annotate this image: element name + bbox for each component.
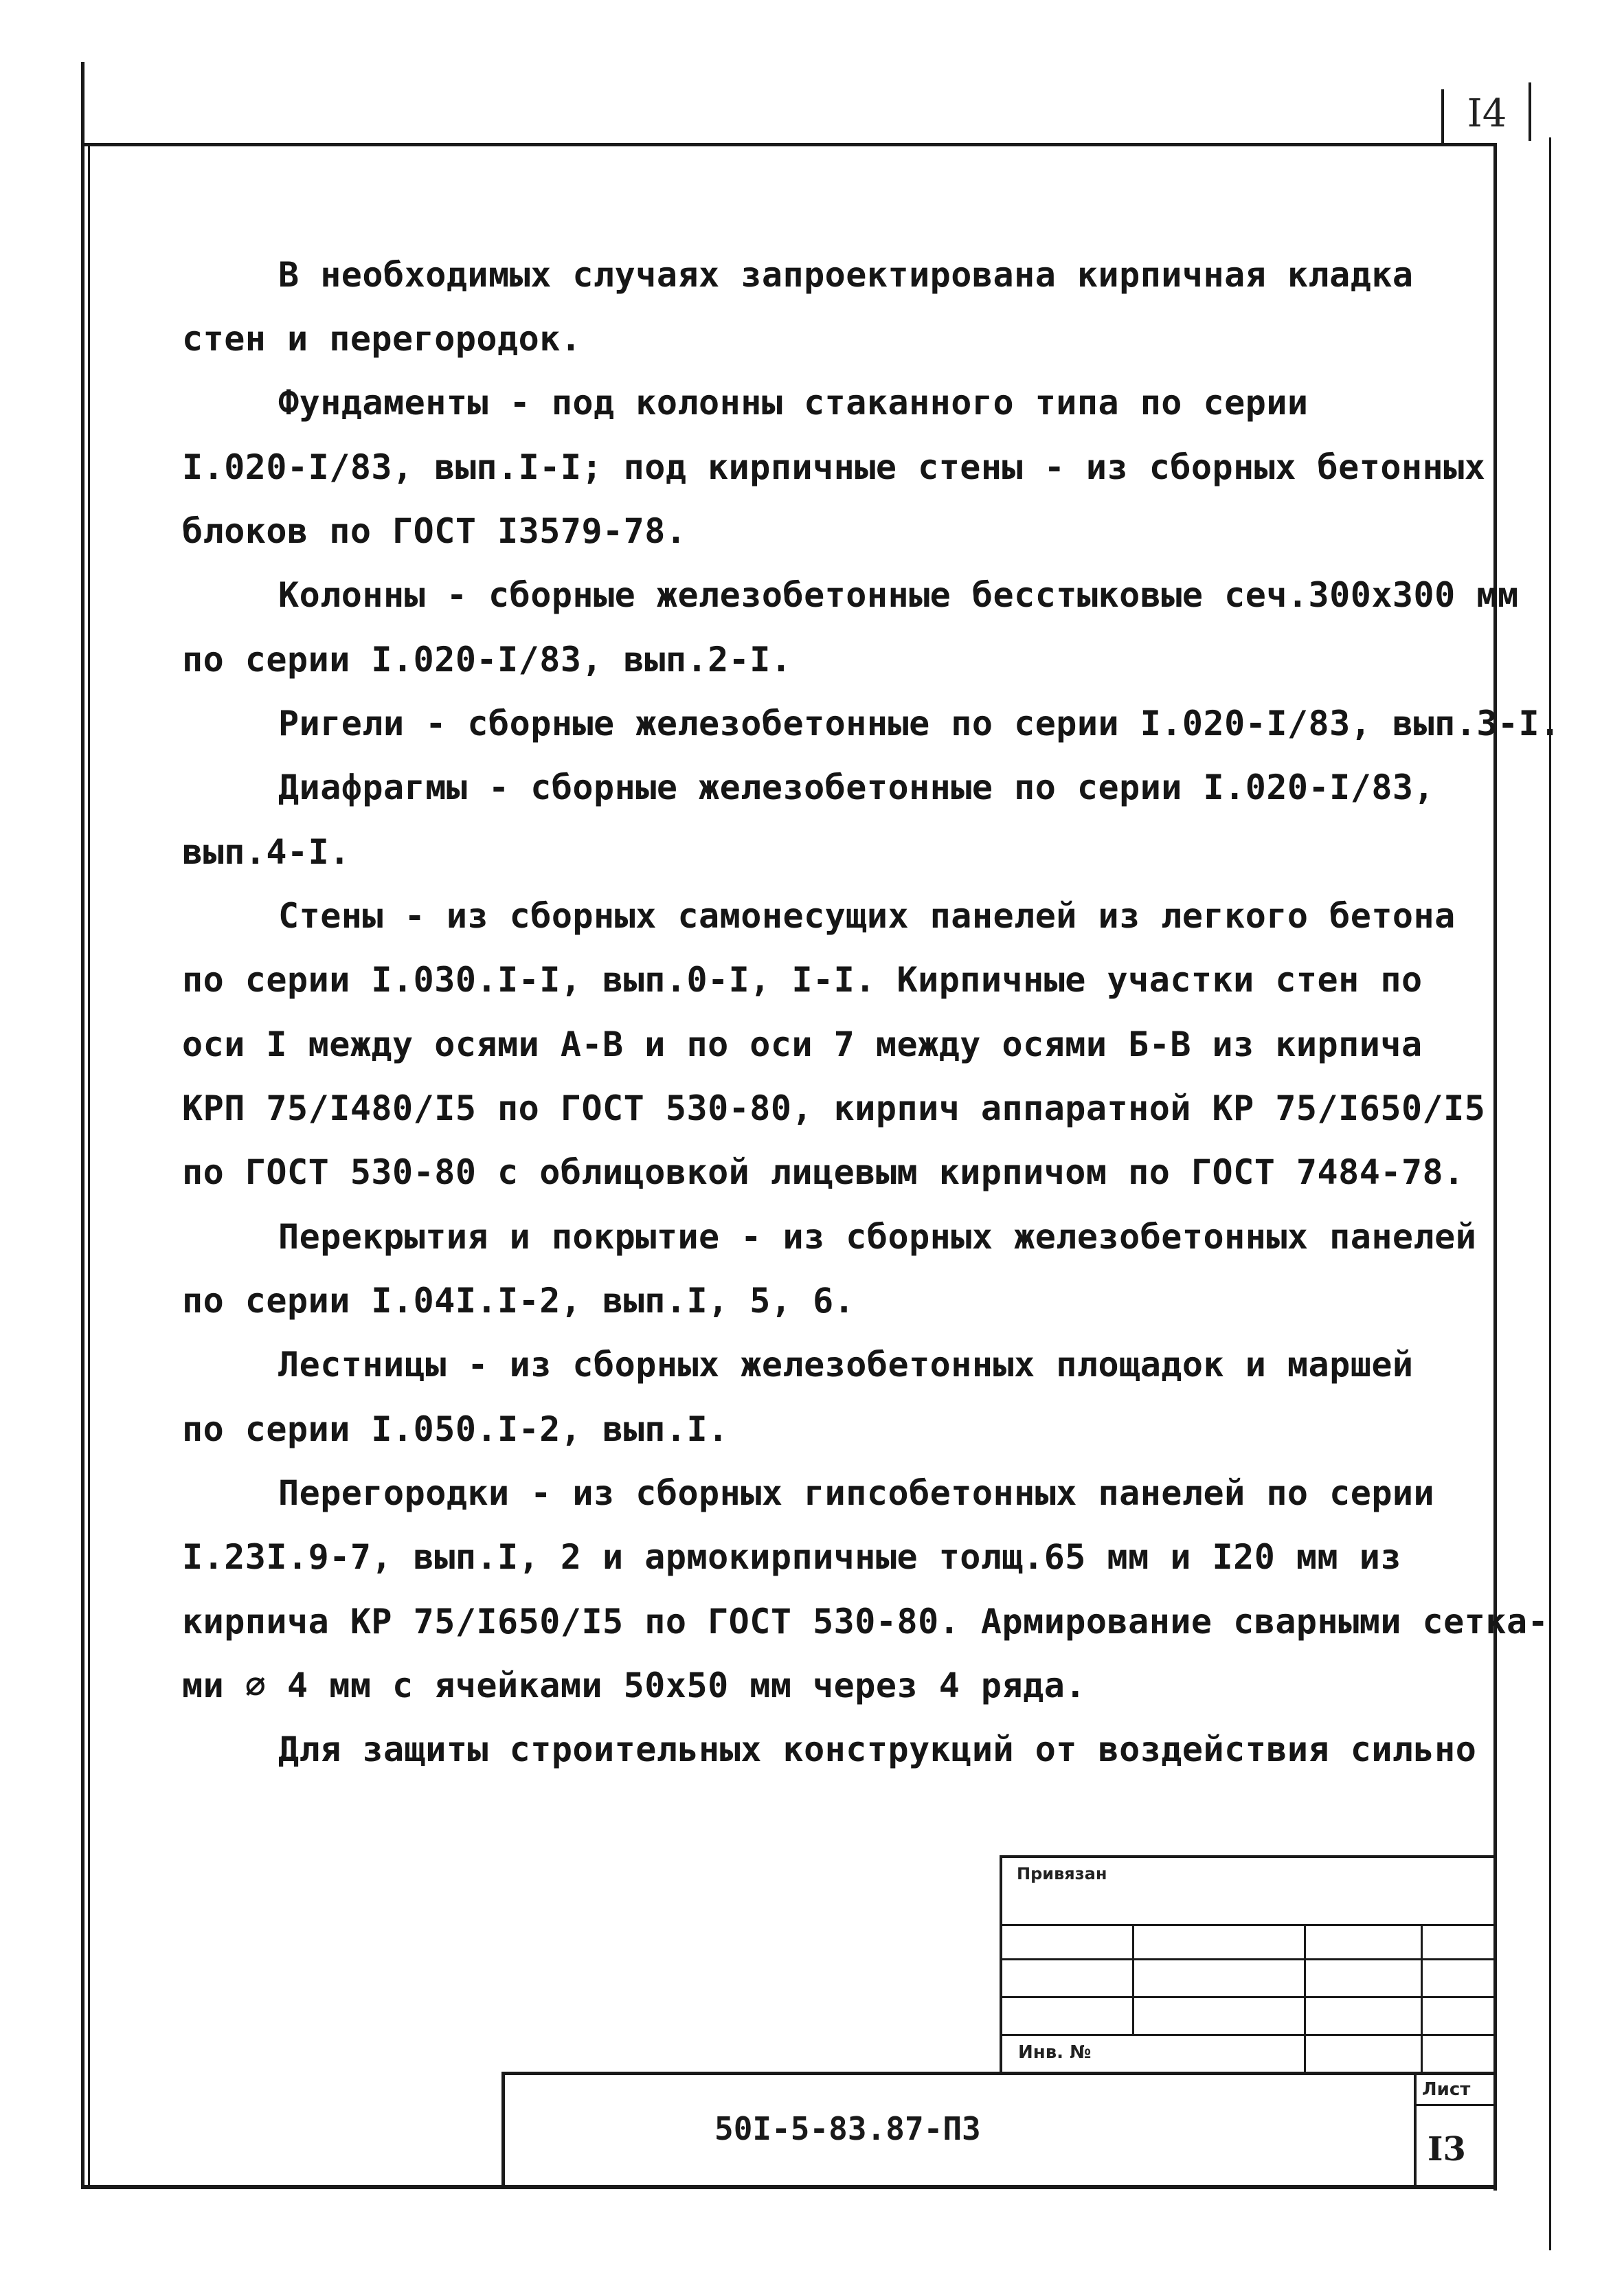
sheet-label: Лист [1422,2079,1471,2100]
document-code: 50I-5-83.87-ПЗ [714,2110,981,2147]
body-line: В необходимых случаях запроектирована кирпичная кладка [278,255,1414,295]
sheet-box-divider [1414,2104,1496,2106]
body-line: I.23I.9-7, вып.I, 2 и армокирпичные толщ.65 мм и I20 мм из [182,1537,1401,1577]
body-line: Перекрытия и покрытие - из сборных железобетонных панелей [278,1217,1477,1257]
body-line: Колонны - сборные железобетонные бесстыковые сеч.300х300 мм [278,575,1519,615]
inv-no-label: Инв. № [1018,2042,1092,2063]
stamp-grid-v1 [1132,1924,1134,2035]
body-line: вып.4-I. [182,832,350,872]
privyazan-label: Привязан [1017,1864,1107,1883]
body-line: Лестницы - из сборных железобетонных площадок и маршей [278,1345,1414,1385]
body-line: Перегородки - из сборных гипсобетонных панелей по серии [278,1473,1435,1513]
body-line: Диафрагмы - сборные железобетонные по серии I.020-I/83, [278,768,1435,807]
body-line: по ГОСТ 530-80 с облицовкой лицевым кирпичом по ГОСТ 7484-78. [182,1152,1465,1192]
body-line: ми ∅ 4 мм с ячейками 50х50 мм через 4 ряда. [182,1666,1086,1705]
body-line: Ригели - сборные железобетонные по серии I.020-I/83, вып.3-I. [278,704,1561,743]
stamp-grid-v3 [1421,1924,1423,2075]
stamp-grid-v2 [1304,1924,1306,2075]
body-line: Фундаменты - под колонны стаканного типа по серии [278,383,1309,423]
sheet-number: I3 [1428,2130,1466,2169]
body-line: по серии I.04I.I-2, вып.I, 5, 6. [182,1281,855,1321]
sheet-box-left [1414,2072,1417,2188]
page-number: I4 [1467,91,1507,136]
body-line: I.020-I/83, вып.I-I; под кирпичные стены - из сборных бетонных [182,447,1486,487]
stamp-top-line [1000,1855,1496,1858]
body-line: Стены - из сборных самонесущих панелей из легкого бетона [278,896,1456,936]
body-line: по серии I.050.I-2, вып.I. [182,1409,729,1449]
body-line: по серии I.030.I-I, вып.0-I, I-I. Кирпичные участки стен по [182,960,1423,1000]
body-line: КРП 75/I480/I5 по ГОСТ 530-80, кирпич аппаратной КР 75/I650/I5 [182,1088,1486,1128]
body-line: Для защиты строительных конструкций от воздействия сильно [278,1729,1477,1769]
body-line: блоков по ГОСТ I3579-78. [182,511,687,551]
title-strip-top [501,2072,1496,2075]
body-line: по серии I.020-I/83, вып.2-I. [182,640,792,680]
body-line: оси I между осями А-В и по оси 7 между осями Б-В из кирпича [182,1024,1423,1064]
body-line: стен и перегородок. [182,319,582,359]
body-line: кирпича КР 75/I650/I5 по ГОСТ 530-80. Армирование сварными сетка- [182,1602,1549,1642]
title-strip-left [501,2072,505,2188]
stamp-left-line [1000,1855,1002,2075]
